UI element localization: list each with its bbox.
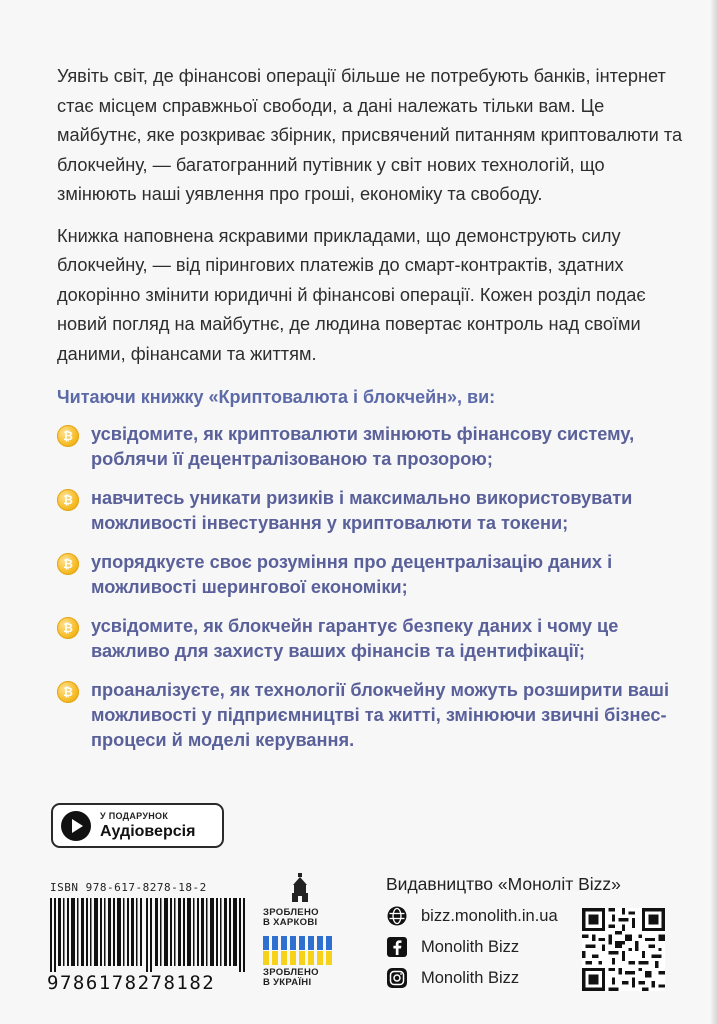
back-cover-text (57, 62, 687, 767)
bitcoin-coin-icon: ₿ (57, 425, 79, 447)
audiobook-gift-label: У ПОДАРУНОК (100, 811, 169, 821)
bitcoin-coin-icon: ₿ (57, 553, 79, 575)
list-item-text: упорядкуєте своє розуміння про децентралізацію даних і можливості шерингової економіки; (91, 552, 613, 597)
list-item (57, 678, 687, 753)
audiobook-label: Аудіоверсія (100, 823, 196, 840)
publisher-instagram[interactable] (386, 966, 519, 990)
publisher-website-label: bizz.monolith.in.ua (421, 906, 558, 925)
qr-code[interactable] (582, 908, 665, 991)
made-in-kharkiv-line-2: В ХАРКОВІ (263, 917, 318, 928)
barcode (50, 898, 248, 972)
globe-icon (386, 905, 408, 927)
list-item (57, 550, 687, 600)
list-item (57, 486, 687, 536)
publisher-facebook[interactable] (386, 935, 519, 959)
publisher-website[interactable] (386, 904, 558, 928)
list-item-text: усвідомите, як криптовалюти змінюють фінансову систему, роблячи її децентралізованою та прозорою; (91, 424, 635, 469)
bitcoin-coin-icon: ₿ (57, 489, 79, 511)
description-paragraph-1: Уявіть світ, де фінансові операції більше не потребують банків, інтернет стає місцем справжньої свободи, а дані належать тільки вам. Це майбутнє, яке розкриває збірник, присвячений питанням криптовалюти та блокчейну, — багатогранний путівник у світ нових технологій, що змінюють наші уявлення про гроші, економіку та свободу. (57, 66, 683, 204)
publisher-instagram-label: Monolith Bizz (421, 968, 520, 987)
publisher-title: Видавництво «Моноліт Bizz» (386, 874, 621, 894)
list-item-text: навчитесь уникати ризиків і максимально використовувати можливості інвестування у криптовалюти та токени; (91, 488, 633, 533)
ukraine-flag-icon (263, 936, 339, 966)
list-item-text: проаналізуєте, як технології блокчейну можуть розширити ваші можливості у підприємництві та житті, змінюючи звичні бізнес-процеси й моделі керування. (91, 680, 670, 750)
made-in-kharkiv-logo (263, 873, 339, 928)
cover-edge (711, 0, 717, 1024)
made-in-ukraine-logo (263, 968, 319, 988)
building-icon (263, 873, 339, 903)
made-in-ukraine-line-2: В УКРАЇНІ (263, 977, 312, 988)
facebook-icon (386, 936, 408, 958)
publisher-facebook-label: Monolith Bizz (421, 937, 520, 956)
list-item-text: усвідомите, як блокчейн гарантує безпеку даних і чому це важливо для захисту ваших фінансів та ідентифікації; (91, 616, 619, 661)
bitcoin-coin-icon: ₿ (57, 617, 79, 639)
made-in-ukraine-line-1: ЗРОБЛЕНО (263, 967, 319, 978)
bullet-list-lead: Читаючи книжку «Криптовалюта і блокчейн», ви: (57, 387, 496, 407)
audiobook-badge[interactable] (51, 803, 224, 848)
barcode-number: 9786178278182 (47, 972, 216, 994)
list-item (57, 614, 687, 664)
list-item (57, 422, 687, 472)
made-in-kharkiv-line-1: ЗРОБЛЕНО (263, 907, 319, 918)
isbn-label: ISBN 978-617-8278-18-2 (50, 881, 207, 894)
description-paragraph-2: Книжка наповнена яскравими прикладами, що демонструють силу блокчейну, — від пірингових платежів до смарт-контрактів, здатних докорінно змінити юридичні й фінансові операції. Кожен розділ подає новий погляд на майбутнє, де людина повертає контроль над своїми даними, фінансами та життям. (57, 225, 646, 364)
instagram-icon (386, 967, 408, 989)
play-icon (61, 811, 91, 841)
bitcoin-coin-icon: ₿ (57, 681, 79, 703)
